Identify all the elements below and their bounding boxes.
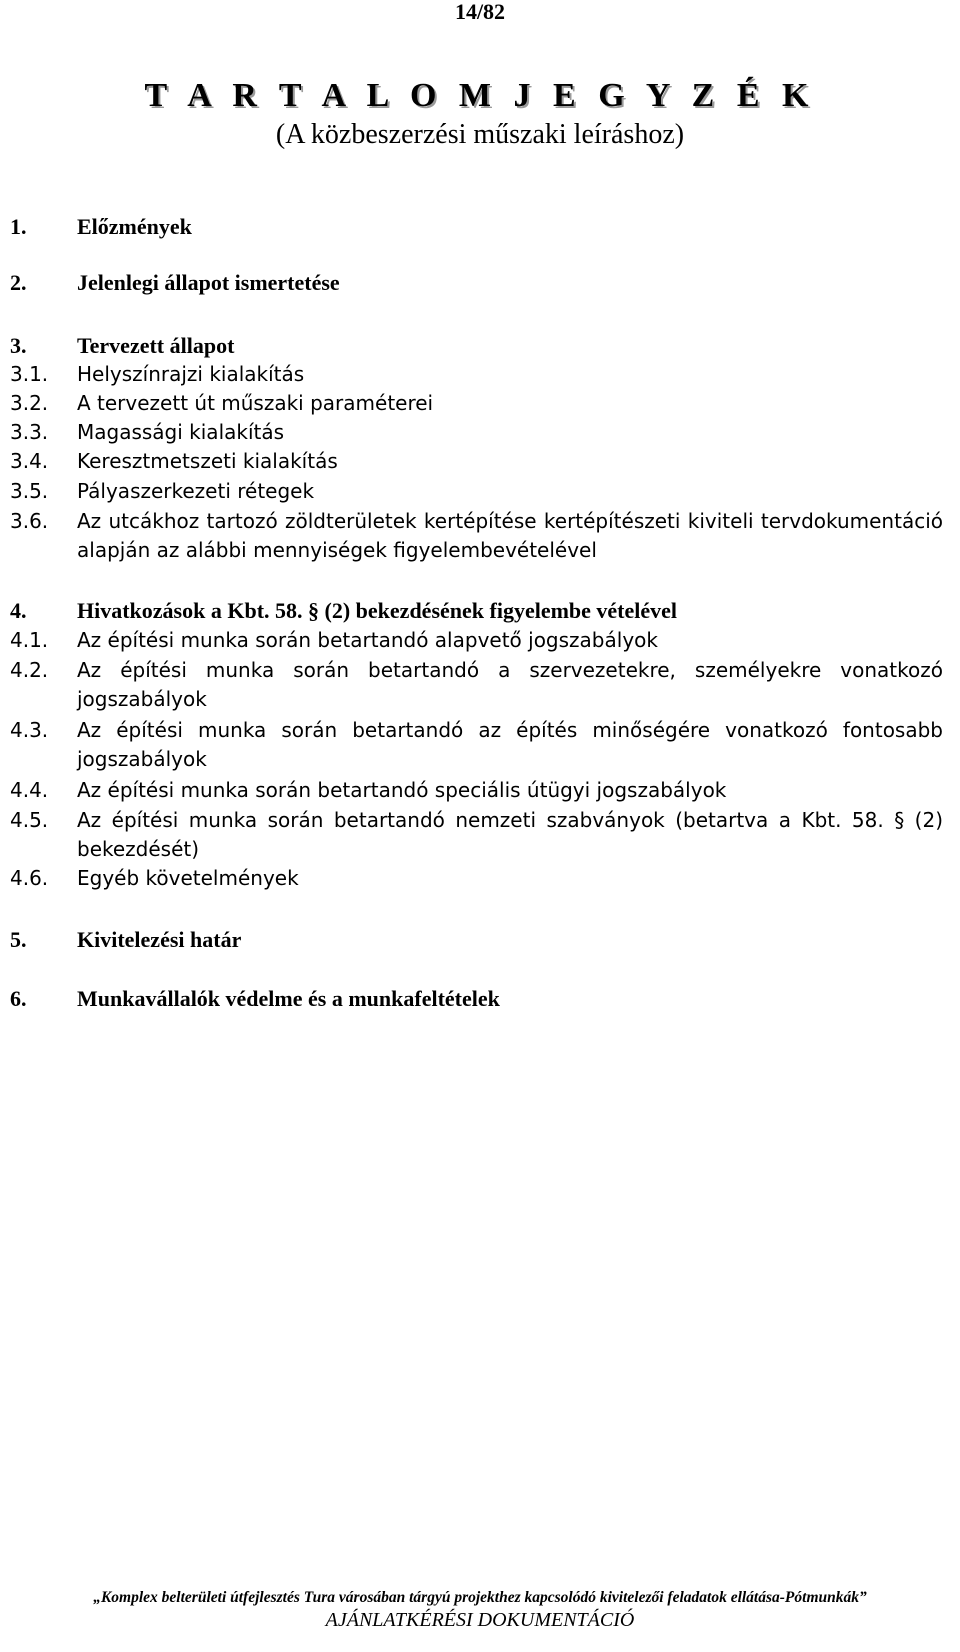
toc-entry-text: Az építési munka során betartandó alapvető jogszabályok [77, 628, 658, 652]
toc-entry-text: Munkavállalók védelme és a munkafeltételek [77, 986, 500, 1011]
toc-entry-number: 3. [10, 333, 27, 358]
toc-entry-text: Tervezett állapot [77, 333, 235, 358]
toc-entry-text: Kivitelezési határ [77, 927, 242, 952]
toc-entry-number: 4.3. [10, 718, 49, 742]
toc-entry-number: 3.3. [10, 420, 49, 444]
toc-entry-number: 4.2. [10, 658, 49, 682]
document-title: T A R T A L O M J E G Y Z É K [144, 77, 816, 114]
toc-entry-number: 4. [10, 598, 27, 623]
toc-entry-text: Előzmények [77, 214, 192, 239]
toc-entry-text: Keresztmetszeti kialakítás [77, 449, 338, 473]
footer-document-type: AJÁNLATKÉRÉSI DOKUMENTÁCIÓ [325, 1609, 635, 1631]
toc-entry-text: Helyszínrajzi kialakítás [77, 362, 305, 386]
toc-entry-number: 6. [10, 986, 27, 1011]
toc-entry-number: 3.1. [10, 362, 49, 386]
toc-entry-text: Pályaszerkezeti rétegek [77, 479, 315, 503]
toc-entry-number: 4.6. [10, 866, 49, 890]
toc-entry-text: Egyéb követelmények [77, 866, 299, 890]
footer-project-title: „Komplex belterületi útfejlesztés Tura városában tárgyú projekthez kapcsolódó kivitelezői feladatok ellátása-Pótmunkák” [93, 1589, 867, 1606]
toc-entry-number: 4.4. [10, 778, 49, 802]
toc-entry-number: 3.2. [10, 391, 49, 415]
toc-entry-text: Hivatkozások a Kbt. 58. § (2) bekezdésének figyelembe vételével [77, 598, 678, 623]
toc-entry-text: Az építési munka során betartandó speciális útügyi jogszabályok [77, 778, 727, 802]
page-number: 14/82 [454, 0, 506, 24]
toc-entry-number: 1. [10, 214, 27, 239]
toc-entry-text: Az utcákhoz tartozó zöldterületek kertépítése kertépítészeti kiviteli tervdokumentáció alapján az alábbi mennyiségek figyelembevételével [77, 509, 943, 562]
toc-entry-number: 4.1. [10, 628, 49, 652]
document-subtitle: (A közbeszerzési műszaki leíráshoz) [275, 119, 685, 150]
toc-entry-number: 3.5. [10, 479, 49, 503]
toc-entry-text: Az építési munka során betartandó nemzeti szabványok (betartva a Kbt. 58. § (2) bekezdését) [77, 808, 943, 861]
toc-entry-text: Magassági kialakítás [77, 420, 285, 444]
toc-entry-number: 3.6. [10, 509, 49, 533]
toc-entry-number: 4.5. [10, 808, 49, 832]
toc-entry-text: Jelenlegi állapot ismertetése [77, 270, 340, 295]
toc-entry-text: Az építési munka során betartandó a szervezetekre, személyekre vonatkozó jogszabályok [77, 658, 943, 711]
toc-entry-number: 3.4. [10, 449, 49, 473]
toc-entry-number: 5. [10, 927, 27, 952]
toc-entry-number: 2. [10, 270, 27, 295]
toc-entry-text: Az építési munka során betartandó az építés minőségére vonatkozó fontosabb jogszabályok [77, 718, 943, 771]
toc-entry-text: A tervezett út műszaki paraméterei [77, 391, 434, 415]
